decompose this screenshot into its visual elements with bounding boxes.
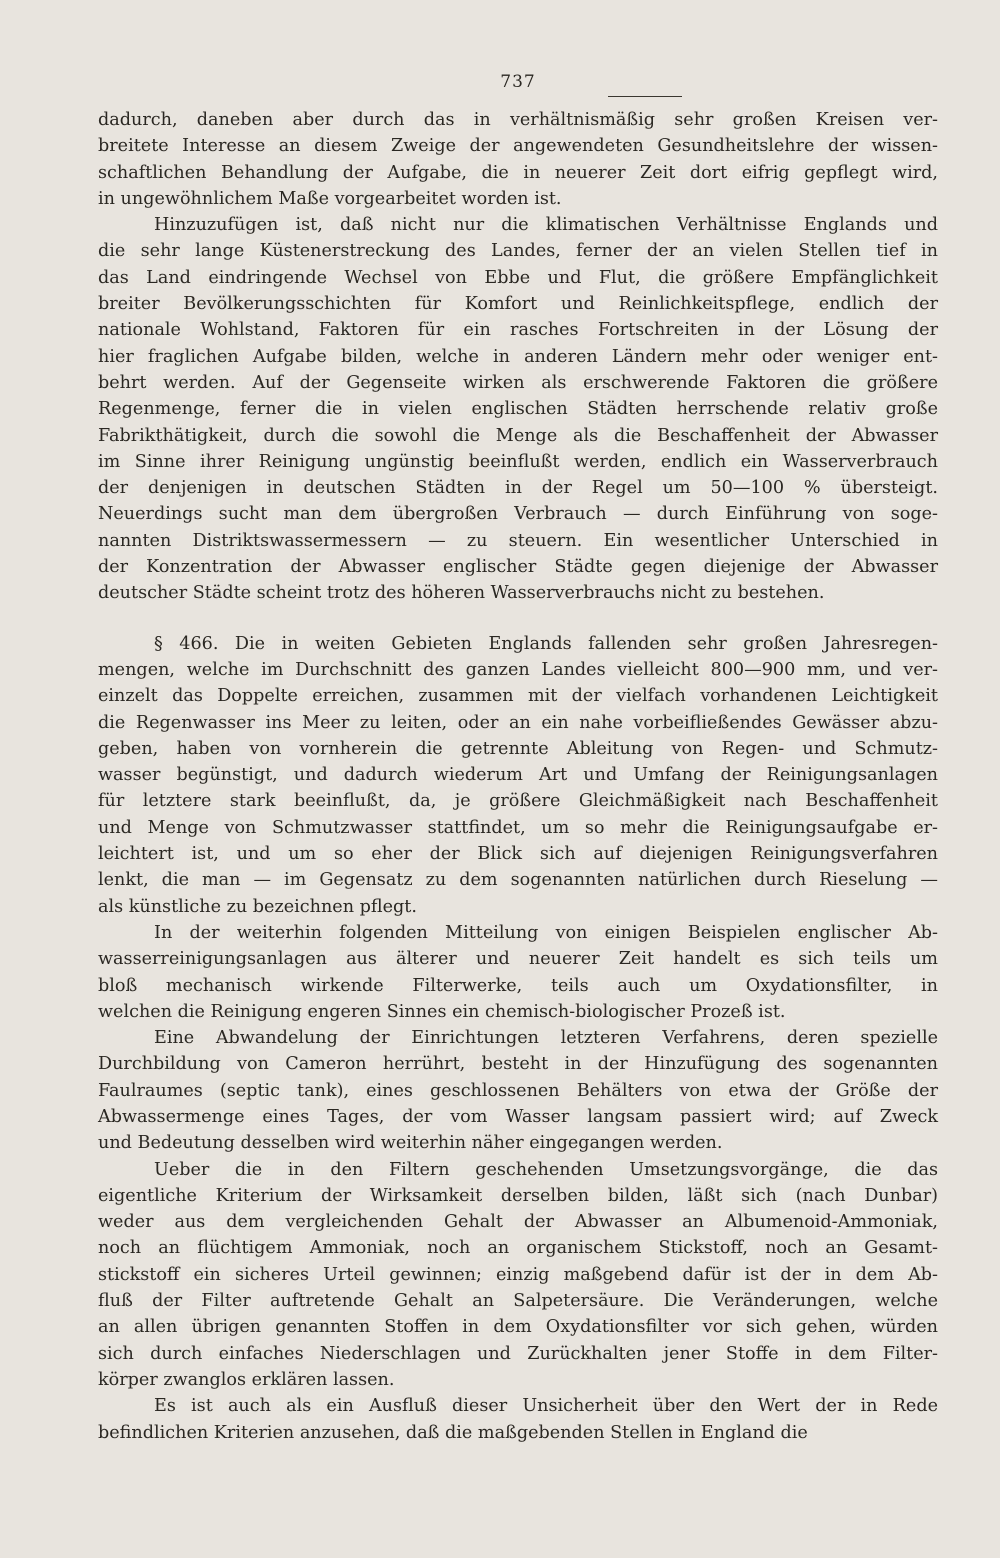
text-line: Fabrikthätigkeit, durch die sowohl die Menge als die Beschaffenheit der Abwasser	[98, 425, 938, 446]
text-line: Es ist auch als ein Ausfluß dieser Unsicherheit über den Wert der in Rede	[154, 1396, 938, 1417]
text-line: der denjenigen in deutschen Städten in der Regel um 50—100 % übersteigt.	[98, 478, 938, 499]
text-line: wasser begünstigt, und dadurch wiederum Art und Umfang der Reinigungsanlagen	[98, 765, 938, 786]
text-line: In der weiterhin folgenden Mitteilung von einigen Beispielen englischer Ab-	[154, 922, 938, 943]
text-line: Neuerdings sucht man dem übergroßen Verbrauch — durch Einführung von soge-	[98, 504, 938, 525]
text-line: körper zwanglos erklären lassen.	[98, 1369, 395, 1390]
text-line: an allen übrigen genannten Stoffen in dem Oxydationsfilter vor sich gehen, würden	[98, 1317, 938, 1338]
paragraph	[98, 1025, 938, 1156]
text-line: nationale Wohlstand, Faktoren für ein rasches Fortschreiten in der Lösung der	[98, 320, 938, 341]
text-line: stickstoff ein sicheres Urteil gewinnen; einzig maßgebend dafür ist der in dem Ab-	[98, 1264, 938, 1285]
section-gap	[98, 607, 938, 631]
text-line: lenkt, die man — im Gegensatz zu dem sogenannten natürlichen durch Rieselung —	[98, 870, 938, 891]
text-line: die Regenwasser ins Meer zu leiten, oder an ein nahe vorbeifließendes Gewässer abzu-	[98, 712, 938, 733]
text-line: in ungewöhnlichem Maße vorgearbeitet worden ist.	[98, 188, 562, 209]
text-line: leichtert ist, und um so eher der Blick sich auf diejenigen Reinigungsverfahren	[98, 844, 938, 865]
text-line: der Konzentration der Abwasser englischer Städte gegen diejenige der Abwasser	[98, 557, 938, 578]
text-line: sich durch einfaches Niederschlagen und Zurückhalten jener Stoffe in dem Filter-	[98, 1343, 938, 1364]
page-number: 737	[500, 72, 536, 92]
text-line: wasserreinigungsanlagen aus älterer und neuerer Zeit handelt es sich teils um	[98, 949, 938, 970]
text-line: Abwassermenge eines Tages, der vom Wasser langsam passiert wird; auf Zweck	[98, 1106, 938, 1127]
text-line: als künstliche zu bezeichnen pflegt.	[98, 896, 417, 917]
text-line: Eine Abwandelung der Einrichtungen letzteren Verfahrens, deren spezielle	[154, 1028, 938, 1049]
paragraph	[98, 1393, 938, 1446]
text-line: geben, haben von vornherein die getrennte Ableitung von Regen- und Schmutz-	[98, 738, 938, 759]
text-line: das Land eindringende Wechsel von Ebbe und Flut, die größere Empfänglichkeit	[98, 267, 938, 288]
text-line: Faulraumes (septic tank), eines geschlossenen Behälters von etwa der Größe der	[98, 1080, 938, 1101]
text-line: Durchbildung von Cameron herrührt, besteht in der Hinzufügung des sogenannten	[98, 1054, 938, 1075]
text-line: die sehr lange Küstenerstreckung des Landes, ferner der an vielen Stellen tief in	[98, 241, 938, 262]
paragraph	[98, 1157, 938, 1394]
paragraph	[98, 212, 938, 606]
paragraph	[98, 631, 938, 920]
text-line: noch an flüchtigem Ammoniak, noch an organischem Stickstoff, noch an Gesamt-	[98, 1238, 938, 1259]
text-line: Hinzuzufügen ist, daß nicht nur die klimatischen Verhältnisse Englands und	[154, 215, 938, 236]
text-line: eigentliche Kriterium der Wirksamkeit derselben bilden, läßt sich (nach Dunbar)	[98, 1185, 938, 1206]
text-line: für letztere stark beeinflußt, da, je größere Gleichmäßigkeit nach Beschaffenheit	[98, 791, 938, 812]
text-line: und Bedeutung desselben wird weiterhin näher eingegangen werden.	[98, 1133, 723, 1154]
text-line: welchen die Reinigung engeren Sinnes ein chemisch-biologischer Prozeß ist.	[98, 1001, 786, 1022]
text-line: einzelt das Doppelte erreichen, zusammen mit der vielfach vorhandenen Leichtigkeit	[98, 686, 938, 707]
text-line: dadurch, daneben aber durch das in verhältnismäßig sehr großen Kreisen ver-	[98, 110, 938, 130]
text-line: nannten Distriktswassermessern — zu steuern. Ein wesentlicher Unterschied in	[98, 530, 938, 551]
text-line: breiter Bevölkerungsschichten für Komfort und Reinlichkeitspflege, endlich der	[98, 294, 938, 315]
text-line: und Menge von Schmutzwasser stattfindet, um so mehr die Reinigungsaufgabe er-	[98, 817, 938, 838]
paragraph	[98, 920, 938, 1025]
text-line: Ueber die in den Filtern geschehenden Umsetzungsvorgänge, die das	[154, 1159, 938, 1180]
text-line: Regenmenge, ferner die in vielen englischen Städten herrschende relativ große	[98, 399, 938, 420]
text-line: fluß der Filter auftretende Gehalt an Salpetersäure. Die Veränderungen, welche	[98, 1291, 938, 1312]
text-line: § 466. Die in weiten Gebieten Englands fallenden sehr großen Jahresregen-	[154, 633, 938, 654]
text-line: weder aus dem vergleichenden Gehalt der Abwasser an Albumenoid-Ammoniak,	[98, 1212, 938, 1233]
text-line: breitete Interesse an diesem Zweige der angewendeten Gesundheitslehre der wissen-	[98, 136, 938, 157]
text-line: mengen, welche im Durchschnitt des ganzen Landes vielleicht 800—900 mm, und ver-	[98, 659, 938, 680]
text-line: deutscher Städte scheint trotz des höheren Wasserverbrauchs nicht zu bestehen.	[98, 583, 825, 604]
header-rule	[608, 96, 682, 97]
text-line: bloß mechanisch wirkende Filterwerke, teils auch um Oxydationsfilter, in	[98, 975, 938, 996]
paragraph	[98, 107, 938, 212]
text-line: schaftlichen Behandlung der Aufgabe, die in neuerer Zeit dort eifrig gepflegt wird,	[98, 162, 938, 183]
text-line: befindlichen Kriterien anzusehen, daß die maßgebenden Stellen in England die	[98, 1422, 808, 1443]
text-line: im Sinne ihrer Reinigung ungünstig beeinflußt werden, endlich ein Wasserverbrauch	[98, 451, 938, 472]
text-line: behrt werden. Auf der Gegenseite wirken als erschwerende Faktoren die größere	[98, 372, 938, 393]
text-line: hier fraglichen Aufgabe bilden, welche in anderen Ländern mehr oder weniger ent-	[98, 346, 938, 367]
body-text	[98, 107, 938, 1446]
